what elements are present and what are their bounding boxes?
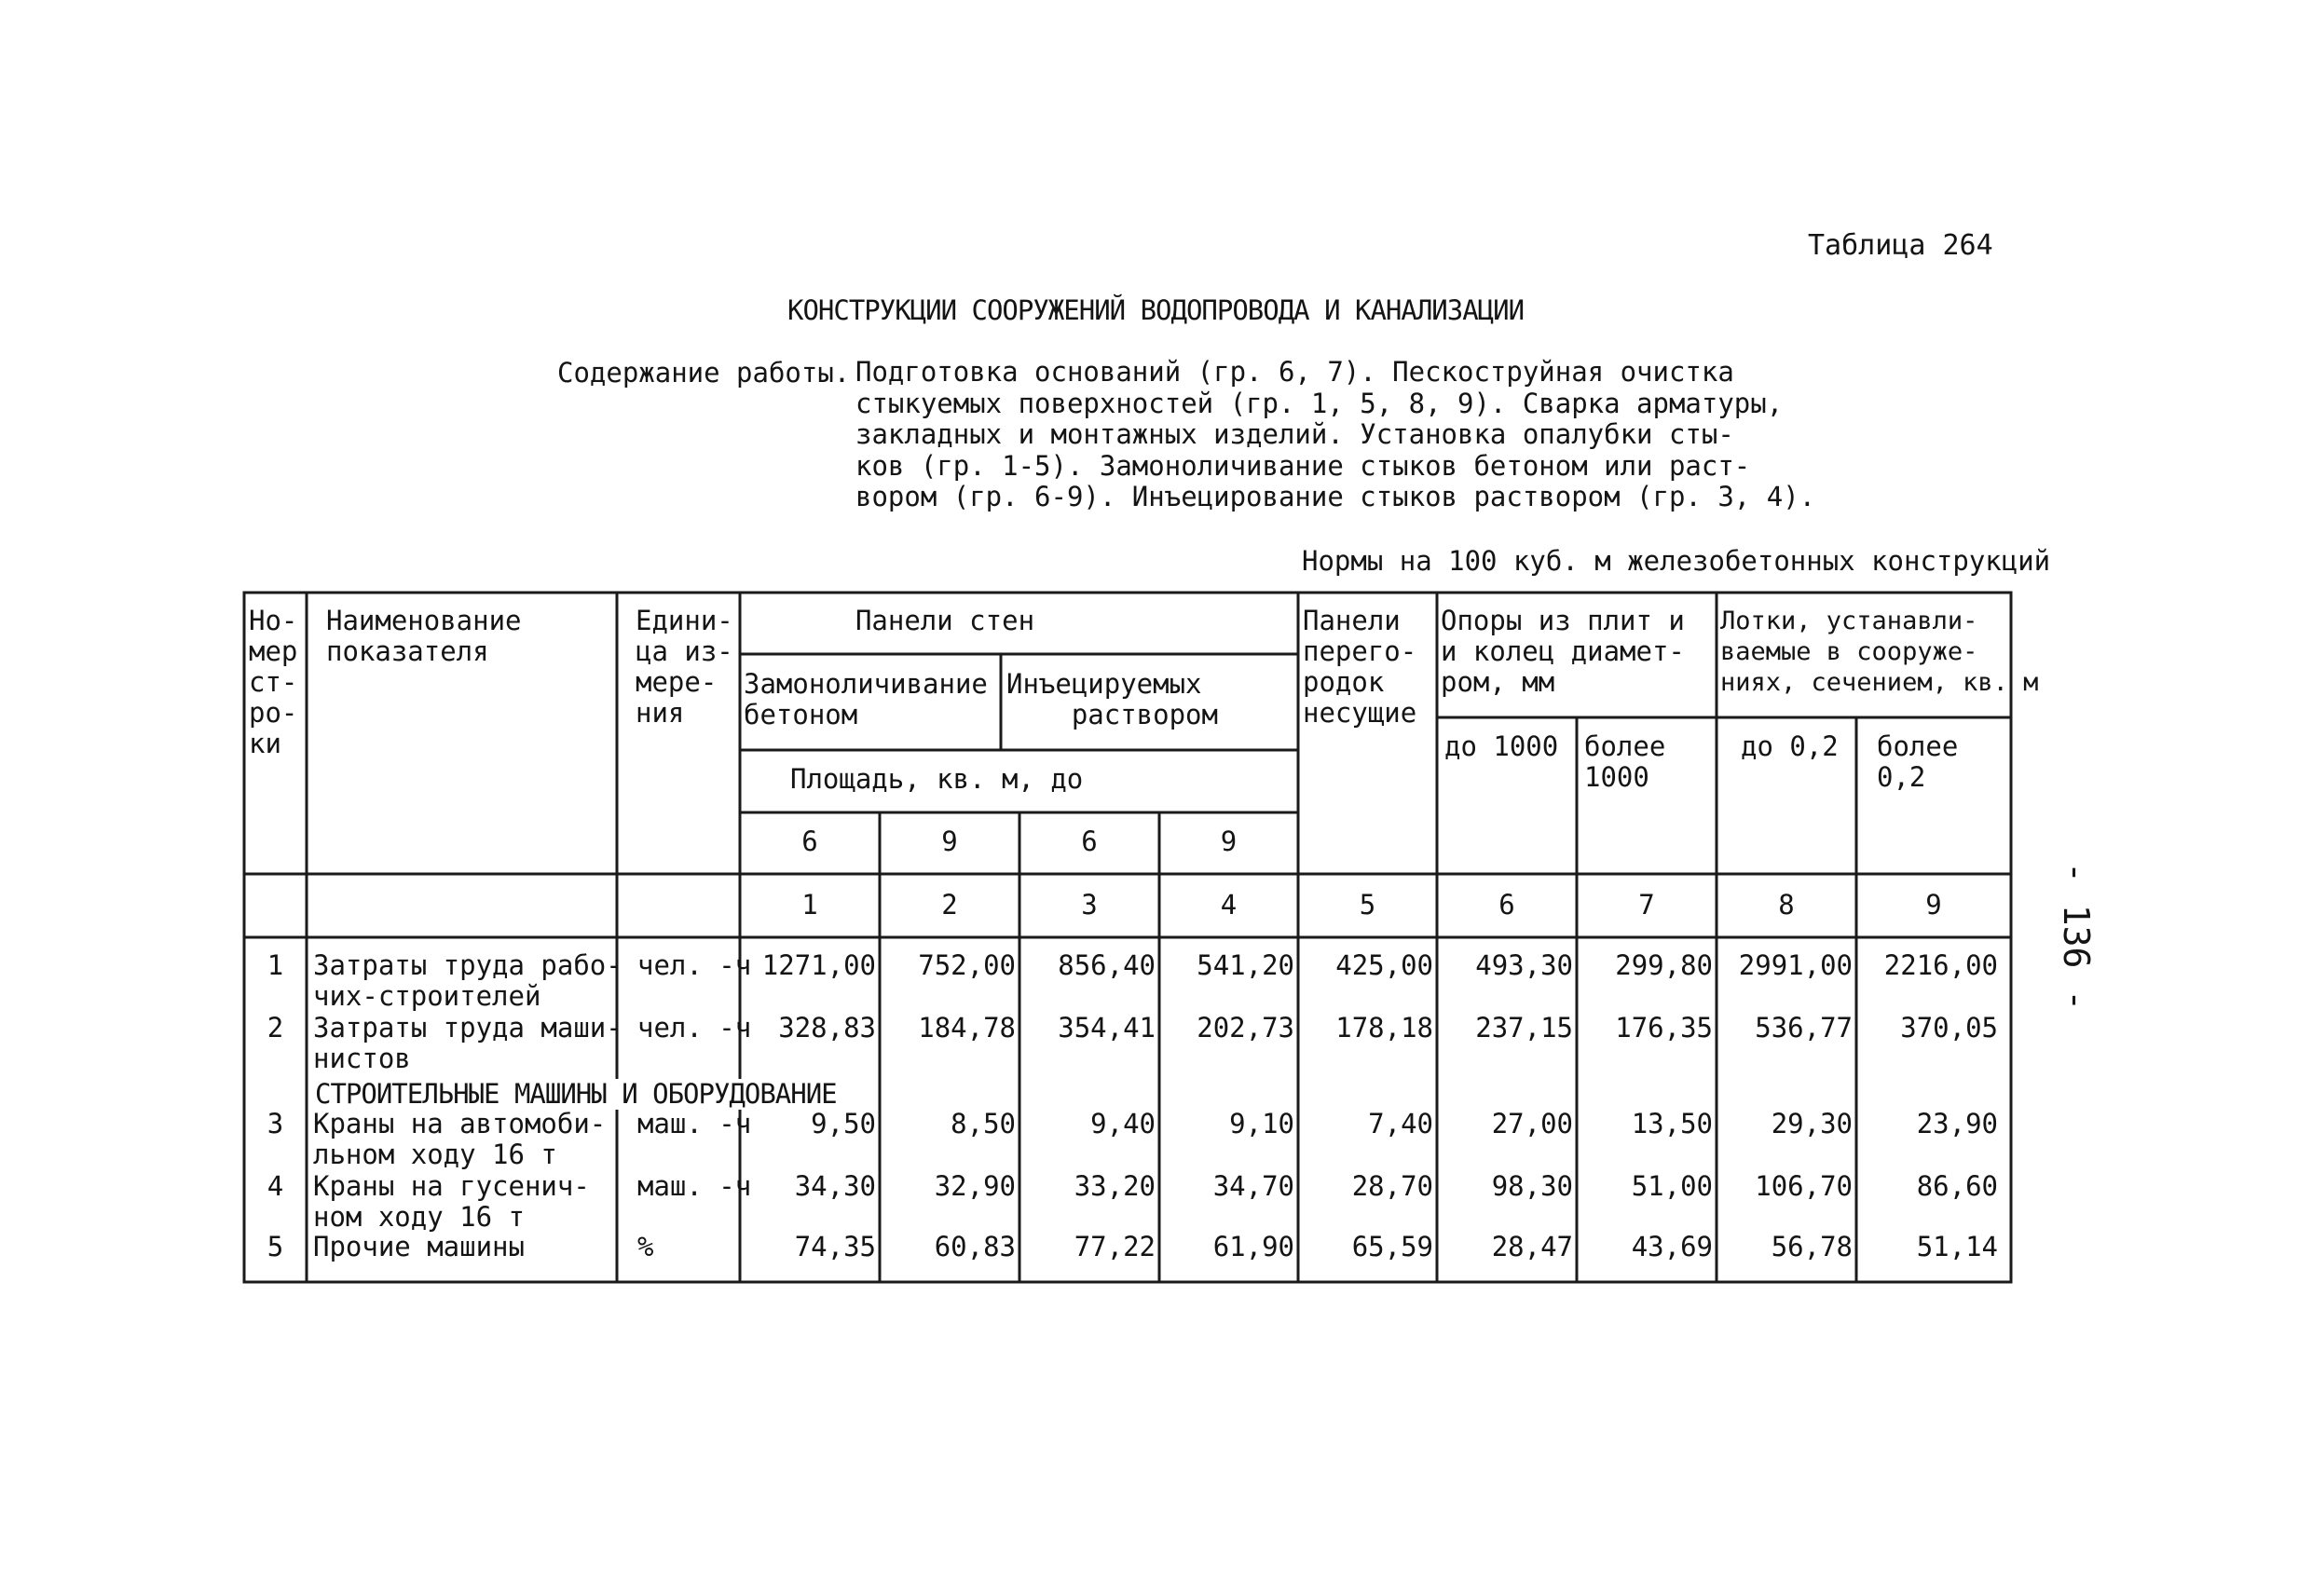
row-indicator-name: Затраты труда маши- нистов: [313, 1012, 622, 1074]
row-value: 9,40: [1090, 1108, 1156, 1139]
document-title: КОНСТРУКЦИИ СООРУЖЕНИЙ ВОДОПРОВОДА И КАНАЛИЗАЦИИ: [787, 294, 1525, 326]
row-value: 1271,00: [761, 949, 876, 981]
table-label: Таблица 264: [1808, 229, 1993, 262]
row-value: 354,41: [1058, 1012, 1156, 1044]
row-value: 493,30: [1475, 949, 1573, 981]
row-value: 8,50: [951, 1108, 1016, 1139]
header-trays: Лотки, устанавли- ваемые в сооруже- ниях, сечением, кв. м: [1720, 607, 2039, 697]
row-value: 2216,00: [1883, 949, 1998, 981]
row-value: 370,05: [1900, 1012, 1998, 1044]
row-value: 299,80: [1615, 949, 1713, 981]
row-number: 2: [267, 1012, 284, 1044]
column-number: 7: [1638, 889, 1655, 921]
column-number: 4: [1220, 889, 1238, 921]
row-value: 9,10: [1229, 1108, 1294, 1139]
row-value: 425,00: [1335, 949, 1433, 981]
row-value: 28,70: [1351, 1170, 1433, 1202]
column-number: 8: [1778, 889, 1795, 921]
norms-caption: Нормы на 100 куб. м железобетонных конструкций: [1302, 545, 2051, 577]
row-indicator-name: Затраты труда рабо- чих-строителей: [313, 949, 622, 1012]
work-content-text: Подготовка оснований (гр. 6, 7). Пескоструйная очистка стыкуемых поверхностей (гр. 1, 5, 8, 9). Сварка арматуры, закладных и монтажных изделий. Установка опалубки сты- ков (гр. 1-5). Замоноличивание стыков бетоном или раст- вором (гр. 6-9). Инъецирование стыков раствором (гр. 3, 4).: [855, 356, 1816, 512]
header-area-value: 9: [1220, 825, 1238, 857]
row-unit: маш. -ч: [637, 1108, 752, 1139]
row-indicator-name: Краны на автомоби- льном ходу 16 т: [313, 1108, 607, 1170]
header-tray-sub: до 0,2: [1741, 730, 1839, 762]
row-value: 23,90: [1916, 1108, 1998, 1139]
row-value: 856,40: [1058, 949, 1156, 981]
row-number: 3: [267, 1108, 284, 1139]
row-number: 5: [267, 1231, 284, 1262]
header-partition-panels: Панели перего- родок несущие: [1303, 605, 1417, 729]
header-indicator-name: Наименование показателя: [326, 605, 522, 667]
row-unit: чел. -ч: [637, 949, 752, 981]
row-value: 56,78: [1771, 1231, 1853, 1262]
header-wall-panels: Панели стен: [855, 605, 1035, 636]
row-value: 86,60: [1916, 1170, 1998, 1202]
row-value: 184,78: [918, 1012, 1016, 1044]
row-value: 28,47: [1491, 1231, 1573, 1262]
row-value: 106,70: [1755, 1170, 1853, 1202]
column-number: 2: [941, 889, 958, 921]
row-value: 34,70: [1212, 1170, 1294, 1202]
row-value: 202,73: [1197, 1012, 1294, 1044]
row-number: 1: [267, 949, 284, 981]
row-value: 32,90: [934, 1170, 1016, 1202]
header-row-number: Но- мер ст- ро- ки: [249, 605, 298, 759]
column-number: 9: [1925, 889, 1942, 921]
header-area-value: 9: [941, 825, 958, 857]
row-value: 178,18: [1335, 1012, 1433, 1044]
row-value: 541,20: [1197, 949, 1294, 981]
header-monolith-concrete: Замоноличивание бетоном: [744, 668, 988, 730]
row-value: 34,30: [794, 1170, 876, 1202]
row-value: 2991,00: [1738, 949, 1853, 981]
row-value: 27,00: [1491, 1108, 1573, 1139]
header-tray-sub: более 0,2: [1877, 730, 1959, 793]
row-indicator-name: Прочие машины: [313, 1231, 525, 1262]
row-value: 65,59: [1351, 1231, 1433, 1262]
row-value: 60,83: [934, 1231, 1016, 1262]
header-area-value: 6: [801, 825, 818, 857]
row-value: 77,22: [1074, 1231, 1156, 1262]
row-unit: маш. -ч: [637, 1170, 752, 1202]
column-number: 6: [1498, 889, 1515, 921]
row-value: 176,35: [1615, 1012, 1713, 1044]
header-supports: Опоры из плит и и колец диамет- ром, мм: [1441, 605, 1685, 698]
column-number: 1: [801, 889, 818, 921]
row-value: 13,50: [1631, 1108, 1713, 1139]
row-unit: %: [637, 1231, 654, 1262]
header-support-sub: до 1000: [1444, 730, 1559, 762]
row-value: 29,30: [1771, 1108, 1853, 1139]
row-value: 33,20: [1074, 1170, 1156, 1202]
header-area-value: 6: [1081, 825, 1098, 857]
row-value: 43,69: [1631, 1231, 1713, 1262]
header-support-sub: более 1000: [1584, 730, 1666, 793]
section-heading-machines: СТРОИТЕЛЬНЫЕ МАШИНЫ И ОБОРУДОВАНИЕ: [315, 1078, 837, 1110]
row-value: 7,40: [1368, 1108, 1433, 1139]
row-indicator-name: Краны на гусенич- ном ходу 16 т: [313, 1170, 590, 1233]
row-value: 536,77: [1755, 1012, 1853, 1044]
page-number: - 136 -: [2056, 862, 2097, 1012]
header-unit: Едини- ца из- мере- ния: [636, 605, 733, 729]
row-value: 9,50: [811, 1108, 876, 1139]
row-number: 4: [267, 1170, 284, 1202]
row-value: 752,00: [918, 949, 1016, 981]
row-value: 237,15: [1475, 1012, 1573, 1044]
column-number: 5: [1359, 889, 1376, 921]
row-value: 98,30: [1491, 1170, 1573, 1202]
row-value: 51,14: [1916, 1231, 1998, 1262]
column-number: 3: [1081, 889, 1098, 921]
row-value: 328,83: [778, 1012, 876, 1044]
header-injected-mortar: Инъецируемых раствором: [1006, 668, 1218, 730]
row-unit: чел. -ч: [637, 1012, 752, 1044]
row-value: 61,90: [1212, 1231, 1294, 1262]
work-content-label: Содержание работы.: [557, 357, 851, 389]
row-value: 51,00: [1631, 1170, 1713, 1202]
header-area: Площадь, кв. м, до: [790, 763, 1084, 795]
row-value: 74,35: [794, 1231, 876, 1262]
